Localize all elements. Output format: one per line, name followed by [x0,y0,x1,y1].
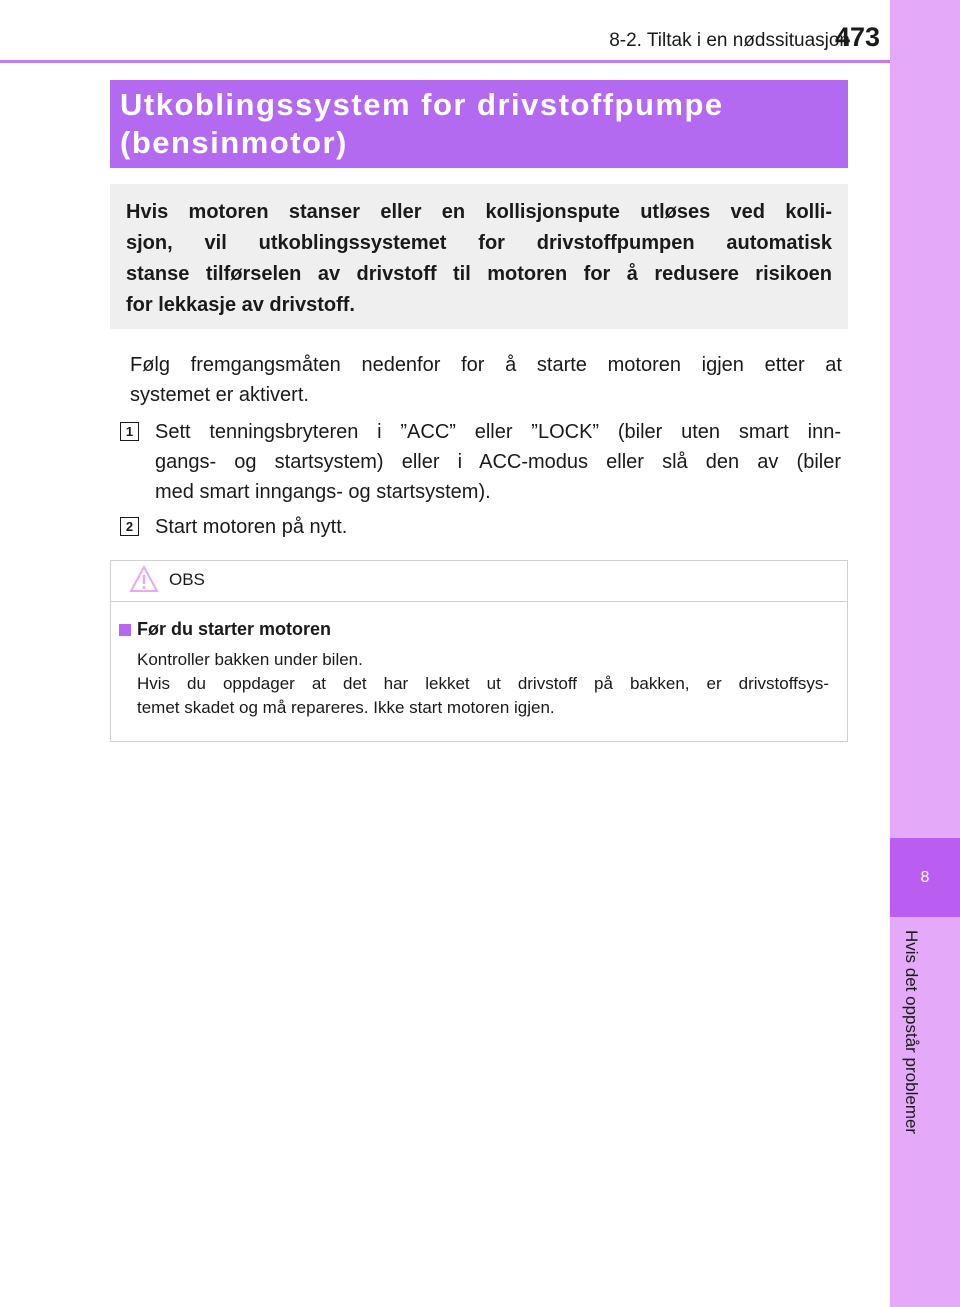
step-line: gangs- og startsystem) eller i ACC-modus eller slå den av (biler [155,451,841,473]
body-line: Følg fremgangsmåten nedenfor for å starte motoren igjen etter at [130,354,842,376]
notice-line: temet skadet og må repareres. Ikke start motoren igjen. [137,698,555,717]
intro-line: Hvis motoren stanser eller en kollisjonspute utløses ved kolli- [126,201,832,223]
page-number: 473 [834,22,880,52]
step-line: Start motoren på nytt. [155,516,348,538]
step-line: med smart inngangs- og startsystem). [155,481,491,503]
notice-box [110,560,848,742]
step-2-text [155,512,841,542]
step-1-text [155,417,841,507]
notice-body [137,648,829,720]
chapter-number: 8 [920,868,930,886]
step-line: Sett tenningsbryteren i ”ACC” eller ”LOCK” (biler uten smart inn- [155,421,841,443]
intro-line: stanse tilførselen av drivstoff til motoren for å redusere risikoen [126,263,832,285]
title-banner [110,80,848,168]
notice-header [111,561,847,602]
page-title-line-2: (bensinmotor) [120,125,348,160]
square-bullet-icon [119,624,131,636]
notice-heading-text: Før du starter motoren [137,619,332,639]
body-paragraph [130,350,842,410]
intro-line: sjon, vil utkoblingssystemet for drivstoffpumpen automatisk [126,232,832,254]
chapter-tab[interactable] [890,838,960,917]
notice-line: Kontroller bakken under bilen. [137,650,363,669]
body-line: systemet er aktivert. [130,384,309,406]
section-title: 8-2. Tiltak i en nødssituasjon [609,30,850,51]
step-number-badge: 2 [120,517,139,536]
notice-heading [119,619,331,640]
warning-icon [129,565,159,593]
header-divider [0,60,890,63]
notice-line: Hvis du oppdager at det har lekket ut drivstoff på bakken, er drivstoffsys- [137,674,829,693]
intro-box [110,184,848,329]
step-number-badge: 1 [120,422,139,441]
notice-label: OBS [169,570,205,589]
intro-line: for lekkasje av drivstoff. [126,294,355,316]
chapter-title: Hvis det oppstår problemer [902,930,921,1135]
page-title-line-1: Utkoblingssystem for drivstoffpumpe [120,87,724,122]
